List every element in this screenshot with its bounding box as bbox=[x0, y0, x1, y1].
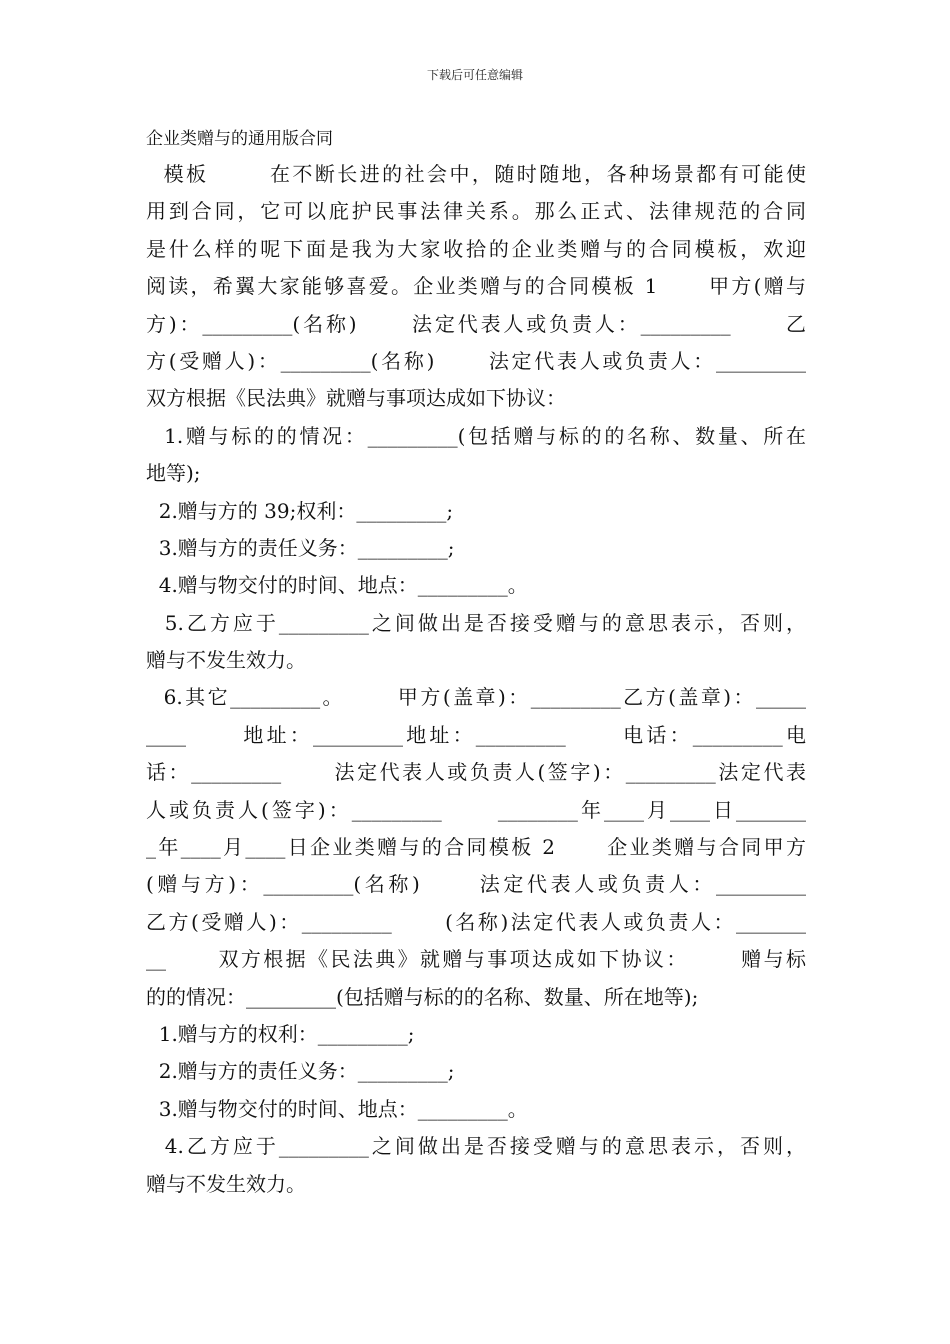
body-line: 3.赠与方的责任义务：_________; bbox=[146, 535, 455, 560]
body-line: 阅读，希翼大家能够喜爱。企业类赠与的合同模板 1 甲方(赠与 bbox=[146, 274, 806, 299]
contract-body bbox=[146, 156, 806, 1203]
body-line: 的的情况：_________(包括赠与标的的名称、数量、所在地等); bbox=[146, 984, 699, 1009]
body-line: 1.赠与标的的情况：_________(包括赠与标的的名称、数量、所在 bbox=[146, 423, 806, 448]
body-line: 4.乙方应于_________之间做出是否接受赠与的意思表示，否则， bbox=[146, 1134, 806, 1159]
body-line: 方)：_________(名称) 法定代表人或负责人：_________ 乙 bbox=[146, 311, 806, 336]
body-line: 赠与不发生效力。 bbox=[146, 648, 306, 673]
body-line: __ 双方根据《民法典》就赠与事项达成如下协议： 赠与标 bbox=[146, 947, 806, 972]
body-line: (赠与方)：_________(名称) 法定代表人或负责人：_________ bbox=[146, 872, 806, 897]
body-line: 双方根据《民法典》就赠与事项达成如下协议： bbox=[146, 386, 566, 411]
body-line: 2.赠与方的 39;权利：_________; bbox=[146, 498, 454, 523]
body-line: 是什么样的呢下面是我为大家收拾的企业类赠与的合同模板，欢迎 bbox=[146, 236, 806, 261]
body-line: 地等); bbox=[146, 461, 201, 486]
body-line: 人或负责人(签字)：_________ ________年____月____日_______ bbox=[146, 797, 806, 822]
body-line: 6.其它_________。 甲方(盖章)：_________乙方(盖章)：_____ bbox=[146, 685, 806, 710]
body-line: 4.赠与物交付的时间、地点：_________。 bbox=[146, 573, 528, 598]
body-line: _年____月____日企业类赠与的合同模板 2 企业类赠与合同甲方 bbox=[146, 835, 806, 860]
page-header: 下载后可任意编辑 bbox=[426, 68, 523, 82]
body-line: 乙方(受赠人)：_________ (名称)法定代表人或负责人：_______ bbox=[146, 909, 806, 934]
body-line: 方(受赠人)：_________(名称) 法定代表人或负责人：_________ bbox=[146, 348, 806, 373]
body-line: 用到合同，它可以庇护民事法律关系。那么正式、法律规范的合同 bbox=[146, 199, 806, 224]
body-line: 5.乙方应于_________之间做出是否接受赠与的意思表示，否则， bbox=[146, 610, 806, 635]
body-line: 话：_________ 法定代表人或负责人(签字)：_________法定代表 bbox=[146, 760, 806, 785]
body-line: 3.赠与物交付的时间、地点：_________。 bbox=[146, 1096, 528, 1121]
body-line: ____ 地址：_________地址：_________ 电话：_________电 bbox=[146, 722, 806, 747]
body-line: 2.赠与方的责任义务：_________; bbox=[146, 1059, 455, 1084]
body-line: 赠与不发生效力。 bbox=[146, 1171, 306, 1196]
body-line: 模板 在不断长进的社会中，随时随地，各种场景都有可能使 bbox=[146, 162, 806, 186]
document-title: 企业类赠与的通用版合同 bbox=[146, 129, 333, 149]
body-line: 1.赠与方的权利：_________; bbox=[146, 1021, 415, 1046]
